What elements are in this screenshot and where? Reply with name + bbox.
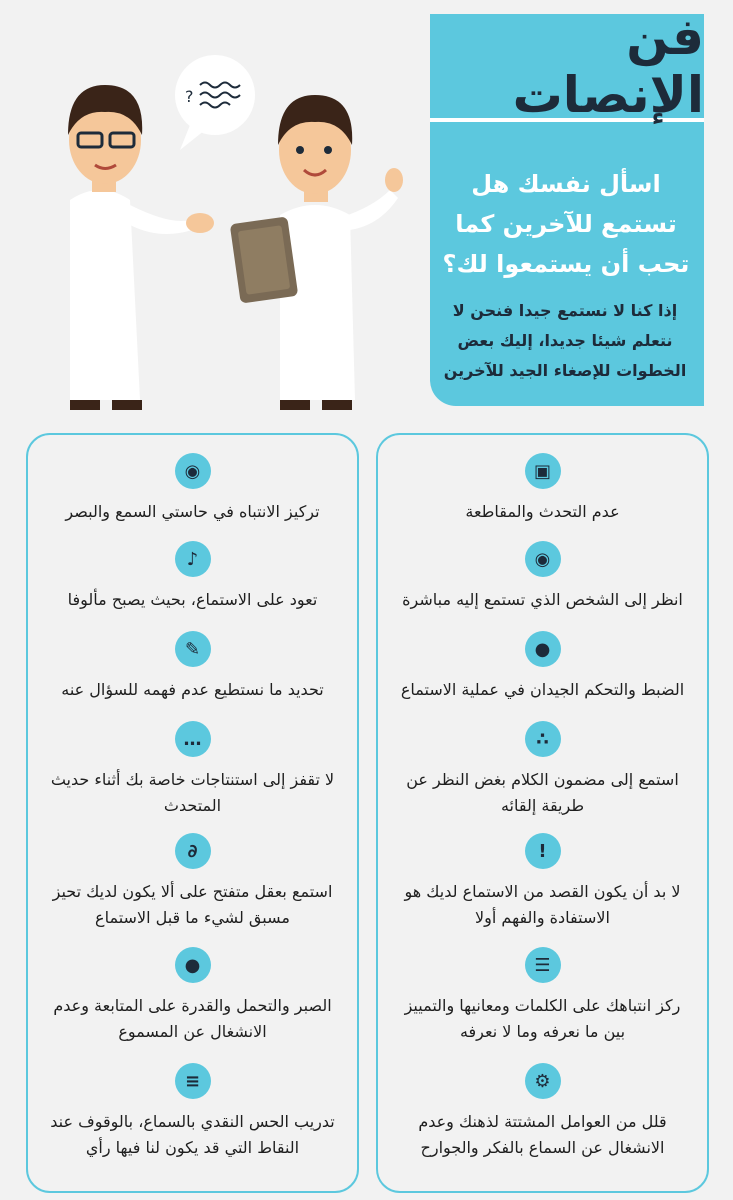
intro-text: إذا كنا لا نستمع جيدا فنحن لا نتعلم شيئا جديدا، إليك بعض الخطوات للإصغاء الجيد للآخرين (443, 301, 687, 380)
tip-item (378, 631, 707, 703)
tip-item (378, 541, 707, 613)
document-list-icon: ☰ (525, 947, 561, 983)
tips-panel-left (26, 433, 359, 1193)
tip-text: تدريب الحس النقدي بالسماع، بالوقوف عند النقاط التي قد يكون لنا فيها رأي (50, 1112, 335, 1157)
tip-text: قلل من العوامل المشتتة لذهنك وعدم الانشغال عن السماع بالفكر والجوارح (418, 1112, 667, 1157)
tip-text: انظر إلى الشخص الذي تستمع إليه مباشرة (402, 590, 683, 609)
tips-panel-right (376, 433, 709, 1193)
people-chat-icon: ∴ (525, 721, 561, 757)
tip-item (28, 631, 357, 703)
tip-text: عدم التحدث والمقاطعة (465, 502, 620, 521)
tip-text: تركيز الانتباه في حاستي السمع والبصر (65, 502, 320, 521)
tip-item (28, 1063, 357, 1161)
speech-bubble-icon: … (175, 721, 211, 757)
tip-item (28, 833, 357, 931)
tip-text: استمع بعقل متفتح على ألا يكون لديك تحيز مسبق لشيء ما قبل الاستماع (52, 882, 333, 927)
group-icon: ● (175, 947, 211, 983)
ear-sound-icon: ♪ (175, 541, 211, 577)
tip-item (28, 453, 357, 525)
page-title: فن الإنصات (512, 14, 704, 124)
info-board-icon: ! (525, 833, 561, 869)
two-men-illustration (30, 40, 420, 420)
tip-item (378, 1063, 707, 1161)
note-pencil-icon: ✎ (175, 631, 211, 667)
ear-icon: ∂ (175, 833, 211, 869)
person-speech-icon: ▣ (525, 453, 561, 489)
tip-text: الصبر والتحمل والقدرة على المتابعة وعدم الانشغال عن المسموع (53, 996, 332, 1041)
tip-text: لا بد أن يكون القصد من الاستماع لديك هو الاستفادة والفهم أولا (404, 882, 681, 927)
svg-text:?: ? (185, 87, 194, 106)
speech-bubble-icon (175, 55, 255, 150)
tip-text: تعود على الاستماع، بحيث يصبح مألوفا (67, 590, 318, 609)
tip-item (28, 721, 357, 819)
tip-item (378, 947, 707, 1045)
tip-item (378, 453, 707, 525)
man-with-clipboard (230, 95, 403, 410)
tip-item (28, 541, 357, 613)
tip-text: لا تقفز إلى استنتاجات خاصة بك أثناء حديث المتحدث (50, 770, 335, 815)
ear-eye-icon: ◉ (175, 453, 211, 489)
tip-text: تحديد ما نستطيع عدم فهمه للسؤال عنه (61, 680, 324, 699)
header-panel (430, 14, 704, 406)
title-bar (430, 14, 704, 122)
chat-lines-icon: ≡ (175, 1063, 211, 1099)
tip-item (28, 947, 357, 1045)
tip-text: استمع إلى مضمون الكلام بغض النظر عن طريقة إلقائه (406, 770, 679, 815)
tip-text: الضبط والتحكم الجيدان في عملية الاستماع (400, 680, 685, 699)
intro-question: اسأل نفسك هل تستمع للآخرين كما تحب أن يستمعوا لك؟ (442, 170, 690, 278)
tip-item (378, 721, 707, 819)
eye-icon: ◉ (525, 541, 561, 577)
tip-text: ركز انتباهك على الكلمات ومعانيها والتمييز بين ما نعرفه وما لا نعرفه (404, 996, 681, 1041)
tip-item (378, 833, 707, 931)
head-gears-icon: ⚙ (525, 1063, 561, 1099)
person-icon: ● (525, 631, 561, 667)
